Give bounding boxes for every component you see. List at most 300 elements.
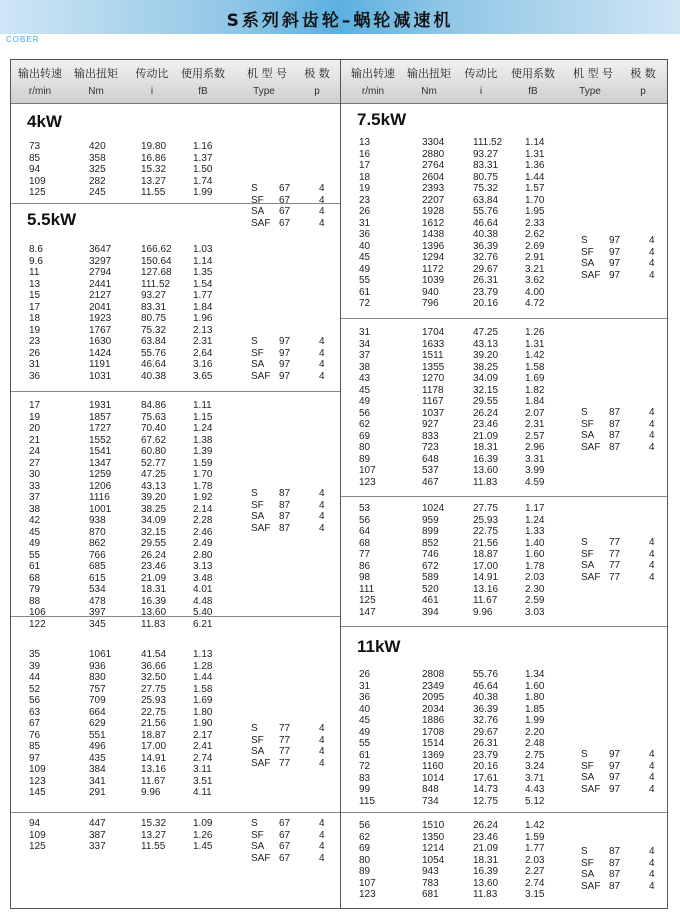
factor-cell: 1.69 (193, 695, 213, 706)
ratio-cell: 16.39 (141, 595, 167, 607)
model-poles: 4 (319, 336, 325, 347)
model-size: 87 (609, 880, 621, 892)
torque-cell: 1270 (422, 373, 445, 384)
model-entry (251, 500, 327, 512)
torque-cell: 899 (422, 526, 439, 537)
ratio-cell: 93.27 (473, 148, 499, 160)
model-size: 87 (609, 407, 621, 418)
speed-cell: 86 (359, 560, 371, 572)
model-size: 77 (609, 560, 621, 572)
power-section (341, 104, 667, 318)
factor-cell: 1.38 (193, 434, 213, 446)
torque-cell: 496 (89, 741, 106, 752)
power-rating-label: 5.5kW (27, 210, 77, 229)
model-entry (581, 549, 657, 561)
speed-cell: 23 (29, 336, 41, 347)
ratio-cell: 111.52 (473, 137, 503, 148)
speed-cell: 38 (359, 361, 371, 373)
ratio-cell: 16.86 (141, 152, 167, 164)
table-row (341, 692, 667, 704)
factor-cell: 2.14 (193, 503, 213, 515)
torque-cell: 245 (89, 187, 106, 198)
model-type: SA (581, 772, 595, 784)
header-poles-unit: p (640, 86, 646, 97)
torque-cell: 1931 (89, 400, 112, 411)
ratio-cell: 29.55 (141, 538, 167, 549)
ratio-cell: 83.31 (141, 301, 167, 313)
factor-cell: 3.11 (193, 764, 212, 775)
table-row (341, 373, 667, 385)
left-header-row (11, 60, 340, 104)
factor-cell: 2.07 (525, 407, 545, 419)
torque-cell: 3304 (422, 137, 445, 148)
model-block (581, 846, 657, 892)
model-size: 67 (279, 829, 291, 841)
speed-cell: 77 (359, 549, 371, 560)
ratio-cell: 21.09 (141, 572, 167, 584)
speed-cell: 45 (29, 526, 41, 538)
model-type: SAF (251, 852, 271, 864)
model-poles: 4 (649, 783, 655, 795)
torque-cell: 672 (422, 560, 439, 572)
ratio-cell: 23.79 (473, 749, 499, 761)
torque-cell: 943 (422, 866, 439, 877)
header-torque-unit: Nm (421, 86, 437, 97)
factor-cell: 1.58 (525, 361, 545, 373)
table-row (341, 327, 667, 339)
factor-cell: 1.80 (525, 692, 545, 703)
torque-cell: 1350 (422, 831, 445, 843)
model-poles: 4 (319, 818, 325, 829)
ratio-cell: 27.75 (473, 503, 499, 514)
factor-cell: 1.42 (525, 820, 545, 831)
factor-cell: 3.21 (525, 263, 545, 275)
model-entry (251, 359, 327, 371)
table-row (341, 820, 667, 832)
factor-cell: 1.96 (193, 313, 213, 324)
factor-cell: 1.59 (193, 457, 213, 469)
ratio-cell: 39.20 (473, 350, 499, 361)
ratio-cell: 23.46 (141, 561, 167, 572)
torque-cell: 1031 (89, 370, 112, 382)
speed-cell: 19 (29, 411, 41, 423)
model-type: SAF (581, 441, 601, 453)
header-factor: 使用系数 (181, 67, 225, 80)
table-row (11, 787, 340, 799)
torque-cell: 681 (422, 889, 439, 900)
speed-cell: 85 (29, 741, 41, 752)
torque-cell: 1024 (422, 503, 445, 514)
power-section (11, 203, 340, 392)
torque-cell: 2095 (422, 692, 445, 703)
ratio-cell: 26.24 (141, 549, 167, 561)
model-type: S (251, 723, 258, 734)
speed-cell: 31 (359, 327, 371, 338)
torque-cell: 3297 (89, 255, 112, 267)
factor-cell: 3.48 (193, 572, 213, 584)
torque-cell: 478 (89, 595, 106, 607)
model-type: SA (581, 560, 595, 572)
factor-cell: 2.74 (193, 752, 213, 764)
model-type: S (251, 336, 258, 347)
speed-cell: 23 (359, 194, 371, 206)
model-entry (251, 511, 327, 523)
model-entry (251, 336, 327, 348)
torque-cell: 746 (422, 549, 439, 560)
ratio-cell: 14.91 (473, 572, 499, 583)
torque-cell: 1054 (422, 854, 445, 866)
header-model: 机 型 号 (247, 67, 287, 80)
ratio-cell: 23.46 (473, 831, 499, 843)
table-row (11, 776, 340, 788)
model-type: SAF (251, 370, 271, 382)
factor-cell: 1.95 (525, 206, 545, 217)
torque-cell: 734 (422, 795, 439, 807)
speed-cell: 35 (29, 649, 41, 660)
model-poles: 4 (319, 183, 325, 194)
speed-cell: 13 (359, 137, 371, 148)
ratio-cell: 111.52 (141, 278, 171, 290)
model-poles: 4 (319, 347, 325, 359)
speed-cell: 72 (359, 298, 371, 309)
table-row (341, 183, 667, 195)
speed-cell: 109 (29, 175, 46, 187)
header-speed-unit: r/min (28, 86, 52, 97)
ratio-cell: 11.67 (473, 595, 498, 606)
power-section (11, 391, 340, 630)
factor-cell: 2.91 (525, 252, 545, 263)
table-row (11, 279, 340, 291)
speed-cell: 76 (29, 729, 41, 741)
power-rating-label: 11kW (357, 637, 401, 656)
torque-cell: 1511 (422, 350, 444, 361)
speed-cell: 55 (359, 738, 371, 749)
ratio-cell: 67.62 (141, 434, 167, 446)
ratio-cell: 13.60 (473, 877, 499, 889)
table-row (11, 325, 340, 337)
ratio-cell: 52.77 (141, 457, 167, 469)
speed-cell: 19 (359, 183, 371, 194)
ratio-cell: 60.80 (141, 446, 167, 457)
torque-cell: 435 (89, 752, 106, 764)
ratio-cell: 26.24 (473, 407, 499, 419)
speed-cell: 68 (29, 572, 41, 584)
table-row (341, 681, 667, 693)
factor-cell: 1.26 (525, 327, 545, 338)
factor-cell: 2.69 (525, 240, 545, 252)
factor-cell: 3.99 (525, 465, 545, 476)
table-row (341, 607, 667, 619)
torque-cell: 830 (89, 672, 106, 683)
model-size: 97 (609, 772, 621, 784)
ratio-cell: 29.55 (473, 396, 499, 407)
factor-cell: 1.17 (525, 503, 545, 514)
torque-cell: 1178 (422, 384, 444, 396)
factor-cell: 2.31 (525, 419, 545, 430)
table-row (11, 458, 340, 470)
table-row (11, 244, 340, 256)
torque-cell: 783 (422, 877, 439, 889)
torque-cell: 685 (89, 561, 106, 572)
torque-cell: 938 (89, 515, 106, 526)
model-entry (251, 371, 327, 383)
model-type: SAF (251, 757, 271, 769)
table-row (11, 649, 340, 661)
table-row (341, 206, 667, 218)
table-row (341, 396, 667, 408)
speed-cell: 72 (359, 761, 371, 772)
factor-cell: 1.34 (525, 669, 545, 680)
torque-cell: 757 (89, 683, 106, 695)
ratio-cell: 22.75 (141, 706, 167, 718)
ratio-cell: 20.16 (473, 298, 499, 309)
torque-cell: 387 (89, 829, 106, 841)
table-row (11, 561, 340, 573)
ratio-cell: 47.25 (473, 327, 499, 338)
ratio-cell: 40.38 (473, 229, 499, 240)
ratio-cell: 21.56 (141, 718, 167, 729)
model-size: 87 (609, 857, 621, 869)
model-poles: 4 (319, 746, 325, 758)
speed-cell: 147 (359, 606, 376, 618)
model-type: SF (581, 760, 594, 772)
table-row (341, 727, 667, 739)
factor-cell: 1.90 (193, 718, 213, 729)
model-size: 67 (279, 206, 291, 218)
factor-cell: 1.78 (525, 560, 545, 572)
factor-cell: 2.46 (193, 526, 213, 538)
header-torque: 输出扭矩 (407, 67, 451, 80)
model-size: 97 (279, 347, 291, 359)
factor-cell: 3.62 (525, 275, 545, 286)
model-size: 87 (609, 869, 621, 881)
ratio-cell: 150.64 (141, 255, 172, 267)
torque-cell: 1014 (422, 772, 445, 784)
factor-cell: 2.31 (193, 336, 213, 347)
factor-cell: 1.78 (193, 480, 213, 492)
model-poles: 4 (319, 194, 325, 206)
ratio-cell: 14.91 (141, 752, 167, 764)
header-factor-unit: fB (198, 86, 208, 97)
model-entry (581, 572, 657, 584)
model-type: SAF (581, 269, 601, 281)
model-type: SF (251, 829, 264, 841)
torque-cell: 766 (89, 549, 106, 561)
table-row (341, 526, 667, 538)
model-type: SA (581, 258, 595, 270)
torque-cell: 796 (422, 298, 439, 309)
header-factor-unit: fB (528, 86, 538, 97)
factor-cell: 1.60 (525, 549, 545, 560)
factor-cell: 3.24 (525, 761, 545, 772)
factor-cell: 1.99 (525, 715, 545, 726)
table-row (341, 172, 667, 184)
torque-cell: 1347 (89, 457, 112, 469)
factor-cell: 2.41 (193, 741, 213, 752)
torque-cell: 291 (89, 787, 106, 798)
model-poles: 4 (319, 841, 325, 853)
table-row (11, 400, 340, 412)
torque-cell: 852 (422, 537, 439, 549)
ratio-cell: 20.16 (473, 761, 499, 772)
model-entry (251, 853, 327, 865)
factor-cell: 1.85 (525, 703, 545, 715)
factor-cell: 1.70 (525, 194, 545, 206)
model-entry (251, 830, 327, 842)
model-entry (581, 858, 657, 870)
ratio-cell: 11.83 (141, 618, 166, 630)
model-type: S (581, 235, 588, 246)
torque-cell: 940 (422, 286, 439, 298)
speed-cell: 53 (359, 503, 371, 514)
torque-cell: 384 (89, 764, 106, 775)
model-block (581, 407, 657, 453)
torque-cell: 1355 (422, 361, 445, 373)
factor-cell: 2.75 (525, 749, 545, 761)
table-row (341, 137, 667, 149)
factor-cell: 1.69 (525, 373, 545, 384)
speed-cell: 88 (29, 595, 41, 607)
speed-cell: 125 (29, 841, 46, 852)
header-factor: 使用系数 (511, 67, 555, 80)
model-size: 97 (609, 246, 621, 258)
ratio-cell: 11.55 (141, 187, 166, 198)
model-type: SAF (581, 880, 601, 892)
model-entry (251, 818, 327, 830)
torque-cell: 1294 (422, 252, 445, 263)
speed-cell: 61 (359, 749, 371, 761)
table-row (341, 195, 667, 207)
factor-cell: 1.36 (525, 160, 545, 171)
speed-cell: 43 (359, 373, 371, 384)
torque-cell: 2349 (422, 680, 445, 692)
ratio-cell: 55.76 (473, 669, 499, 680)
table-row (341, 715, 667, 727)
ratio-cell: 38.25 (473, 361, 499, 373)
model-type: SAF (581, 783, 601, 795)
model-type: SAF (581, 571, 601, 583)
model-poles: 4 (319, 488, 325, 499)
torque-cell: 282 (89, 175, 106, 187)
ratio-cell: 13.27 (141, 829, 167, 841)
speed-cell: 36 (29, 370, 41, 382)
model-type: SF (581, 246, 594, 258)
model-entry (251, 488, 327, 500)
model-poles: 4 (319, 723, 325, 734)
torque-cell: 1172 (422, 263, 444, 275)
ratio-cell: 63.84 (473, 194, 499, 206)
factor-cell: 1.44 (193, 672, 213, 683)
speed-cell: 80 (359, 442, 371, 453)
table-row (341, 287, 667, 299)
torque-cell: 2441 (89, 278, 112, 290)
model-entry (251, 183, 327, 195)
model-poles: 4 (319, 511, 325, 523)
factor-cell: 2.48 (525, 738, 545, 749)
torque-cell: 1259 (89, 469, 112, 480)
speed-cell: 30 (29, 469, 41, 480)
speed-cell: 40 (359, 703, 371, 715)
speed-cell: 49 (359, 726, 371, 738)
table-row (341, 669, 667, 681)
ratio-cell: 21.56 (473, 537, 499, 549)
ratio-cell: 43.13 (141, 480, 167, 492)
header-ratio-unit: i (150, 86, 154, 97)
model-size: 87 (609, 846, 621, 857)
speed-cell: 80 (359, 854, 371, 866)
speed-cell: 36 (359, 229, 371, 240)
model-entry (581, 537, 657, 549)
model-size: 97 (609, 760, 621, 772)
speed-cell: 37 (29, 492, 41, 503)
factor-cell: 1.84 (525, 396, 545, 407)
model-entry (581, 881, 657, 893)
page-banner (0, 0, 680, 34)
model-size: 87 (279, 522, 291, 534)
table-row (11, 584, 340, 596)
model-type: SA (581, 869, 595, 881)
torque-cell: 1061 (89, 649, 112, 660)
ratio-cell: 13.16 (141, 764, 167, 775)
model-size: 77 (609, 537, 621, 548)
torque-cell: 2393 (422, 183, 445, 194)
torque-cell: 461 (422, 595, 439, 606)
speed-cell: 49 (359, 263, 371, 275)
table-row (341, 362, 667, 374)
model-type: S (251, 818, 258, 829)
model-entry (581, 258, 657, 270)
model-entry (581, 270, 657, 282)
speed-cell: 26 (359, 669, 371, 680)
ratio-cell: 36.66 (141, 660, 167, 672)
torque-cell: 2604 (422, 171, 445, 183)
torque-cell: 420 (89, 141, 106, 152)
power-section (341, 812, 667, 909)
right-header-row (341, 60, 667, 104)
ratio-cell: 39.20 (141, 492, 167, 503)
ratio-cell: 36.39 (473, 240, 499, 252)
factor-cell: 2.17 (193, 729, 213, 741)
factor-cell: 1.44 (525, 171, 545, 183)
factor-cell: 1.99 (193, 187, 213, 198)
factor-cell: 1.42 (525, 350, 545, 361)
speed-cell: 145 (29, 787, 46, 798)
torque-cell: 394 (422, 606, 439, 618)
table-row (11, 302, 340, 314)
speed-cell: 44 (29, 672, 41, 683)
speed-cell: 115 (359, 795, 375, 807)
brand-watermark: COBER (6, 35, 40, 44)
factor-cell: 1.31 (525, 338, 545, 350)
torque-cell: 848 (422, 784, 439, 795)
factor-cell: 1.37 (193, 152, 213, 164)
table-row (11, 267, 340, 279)
factor-cell: 1.14 (193, 255, 213, 267)
factor-cell: 2.57 (525, 430, 545, 442)
speed-cell: 107 (359, 877, 376, 889)
model-entry (581, 772, 657, 784)
model-type: SA (251, 511, 265, 523)
speed-cell: 18 (29, 313, 41, 324)
torque-cell: 1886 (422, 715, 445, 726)
table-row (11, 550, 340, 562)
factor-cell: 4.48 (193, 595, 213, 607)
model-size: 77 (609, 571, 621, 583)
model-type: S (251, 183, 258, 194)
torque-cell: 1708 (422, 726, 445, 738)
speed-cell: 111 (359, 583, 375, 595)
model-poles: 4 (649, 537, 655, 548)
